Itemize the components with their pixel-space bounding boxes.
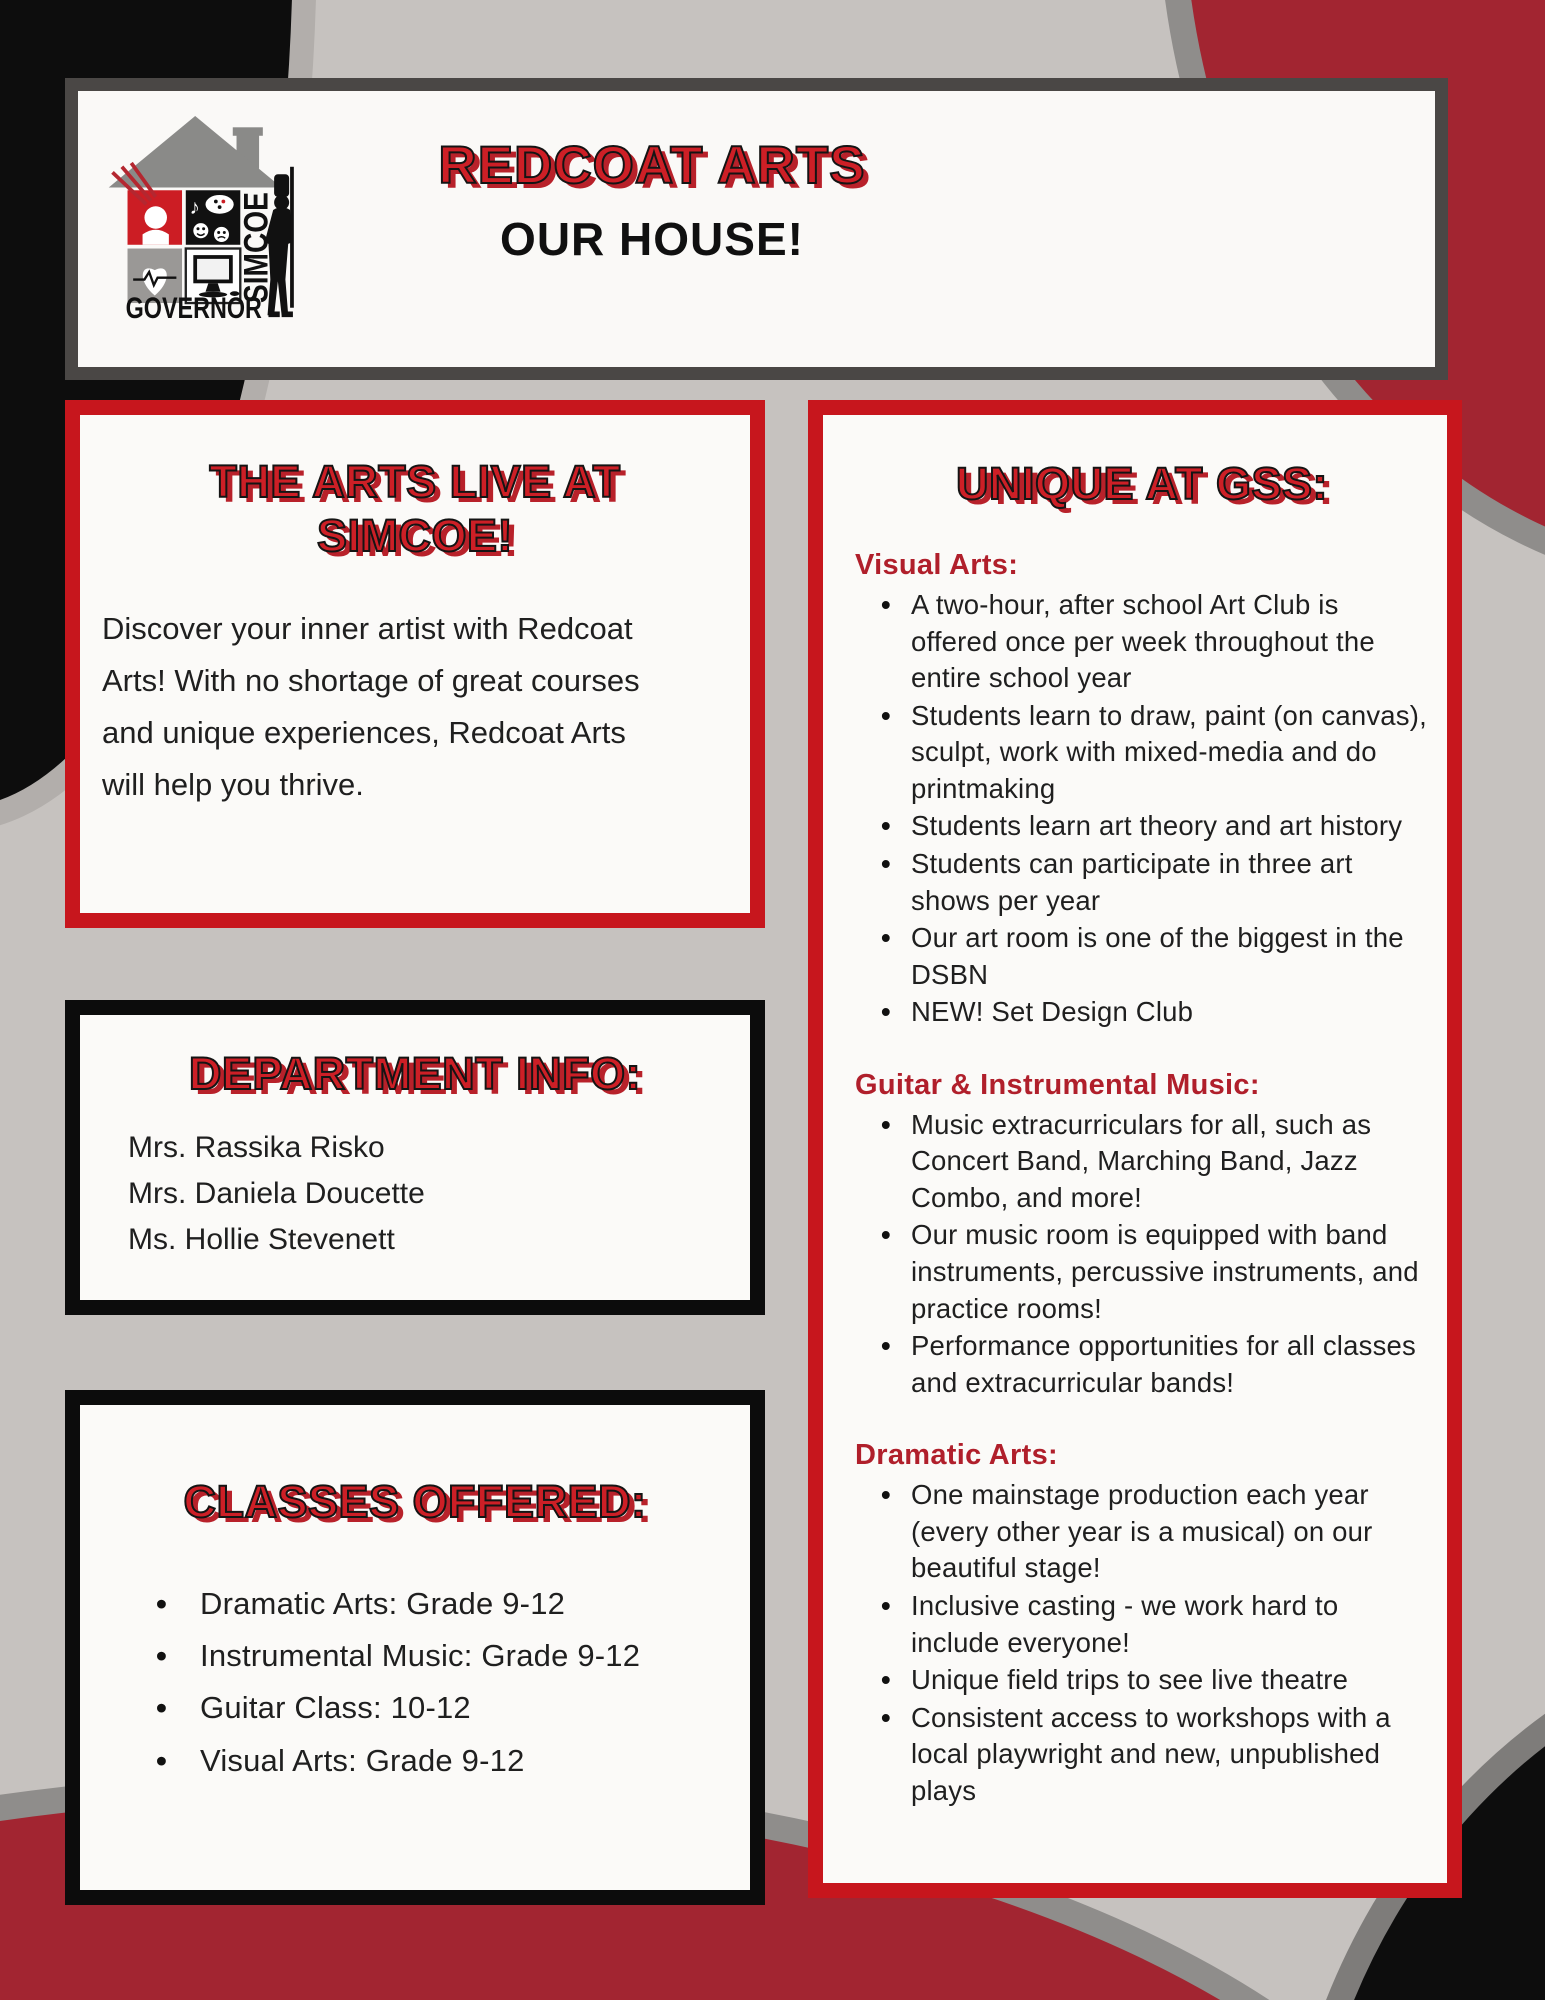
intro-box-title <box>80 455 750 563</box>
list-item: • Dramatic Arts: Grade 9-12 <box>156 1586 566 1621</box>
list-item: • Our music room is equipped with band instruments, percussive instruments, and practice rooms! <box>881 1217 1429 1327</box>
section-heading: Dramatic Arts: <box>855 1439 1058 1472</box>
department-info-box <box>65 1000 765 1315</box>
list-item: • One mainstage production each year (every other year is a musical) on our beautiful stage! <box>881 1477 1429 1587</box>
logo-governor-text: GOVERNOR <box>125 292 263 319</box>
bullet-icon: • <box>881 996 891 1028</box>
list-item: • Inclusive casting - we work hard to include everyone! <box>881 1588 1429 1661</box>
page-subtitle: OUR HOUSE! <box>500 213 804 265</box>
bullet-list <box>855 587 1429 1031</box>
bullet-icon: • <box>156 1690 167 1726</box>
list-item: • A two-hour, after school Art Club is offered once per week throughout the entire school year <box>881 587 1429 697</box>
list-item: • Visual Arts: Grade 9-12 <box>156 1742 525 1778</box>
list-item: • Guitar Class: 10-12 <box>156 1690 471 1726</box>
bullet-icon: • <box>881 847 891 879</box>
staff-member: Mrs. Daniela Doucette <box>128 1176 425 1210</box>
department-box-title: DEPARTMENT INFO: <box>188 1048 642 1099</box>
section-heading: Visual Arts: <box>855 549 1019 581</box>
staff-member: Mrs. Rassika Risko <box>128 1131 385 1164</box>
intro-title-line1: THE ARTS LIVE AT <box>209 456 621 507</box>
school-logo <box>94 101 302 319</box>
section-guitar-music <box>855 1069 1429 1402</box>
intro-title-line2: SIMCOE! <box>316 510 513 561</box>
staff-member: Ms. Hollie Stevenett <box>128 1222 395 1256</box>
bullet-list <box>855 1107 1429 1402</box>
palette-masks-icon <box>186 190 241 245</box>
bullet-icon: • <box>881 1701 891 1733</box>
header-titles <box>302 91 1002 367</box>
classes-box-title: CLASSES OFFERED: <box>183 1476 647 1527</box>
section-dramatic-arts <box>855 1439 1429 1809</box>
logo-simcoe-text: SIMCOE <box>237 169 276 304</box>
bullet-icon: • <box>881 589 891 620</box>
staff-list <box>128 1125 750 1263</box>
unique-at-gss-box <box>808 400 1462 1898</box>
list-item: • Consistent access to workshops with a local playwright and new, unpublished plays <box>881 1700 1429 1810</box>
header-box <box>65 78 1448 380</box>
list-item: • Instrumental Music: Grade 9-12 <box>156 1638 641 1674</box>
bullet-icon: • <box>881 1479 891 1511</box>
list-item: • Students can participate in three art shows per year <box>881 846 1429 919</box>
bullet-icon: • <box>881 1664 891 1696</box>
classes-list <box>156 1585 750 1779</box>
list-item: • Music extracurriculars for all, such as Concert Band, Marching Band, Jazz Combo, and more! <box>881 1107 1429 1217</box>
intro-box <box>65 400 765 928</box>
bullet-icon: • <box>881 922 891 954</box>
svg-text:♪: ♪ <box>189 195 200 219</box>
list-item: • Students learn art theory and art history <box>881 808 1429 845</box>
bullet-icon: • <box>881 810 891 842</box>
intro-paragraph: Discover your inner artist with Redcoat Arts! With no shortage of great courses and unique experiences, Redcoat Arts will help you thrive. <box>102 611 640 803</box>
bullet-icon: • <box>156 1638 167 1674</box>
house-roof-icon <box>109 116 282 187</box>
bullet-icon: • <box>881 1219 891 1251</box>
bullet-icon: • <box>881 1108 891 1140</box>
bullet-icon: • <box>881 1330 891 1362</box>
bullet-icon: • <box>881 699 891 731</box>
section-visual-arts <box>855 549 1429 1031</box>
bullet-icon: • <box>881 1589 891 1621</box>
list-item: • Our art room is one of the biggest in the DSBN <box>881 920 1429 993</box>
classes-offered-box <box>65 1390 765 1905</box>
unique-box-title: UNIQUE AT GSS: <box>955 458 1328 509</box>
bullet-icon: • <box>156 1742 167 1778</box>
list-item: • Performance opportunities for all classes and extracurricular bands! <box>881 1328 1429 1401</box>
page-title: REDCOAT ARTS <box>438 136 866 195</box>
section-heading: Guitar & Instrumental Music: <box>855 1068 1260 1101</box>
bullet-icon: • <box>156 1586 167 1621</box>
list-item: • Students learn to draw, paint (on canvas), sculpt, work with mixed-media and do printmaking <box>881 698 1429 808</box>
bullet-list <box>855 1477 1429 1809</box>
list-item: • NEW! Set Design Club <box>881 994 1429 1031</box>
list-item: • Unique field trips to see live theatre <box>881 1662 1429 1699</box>
